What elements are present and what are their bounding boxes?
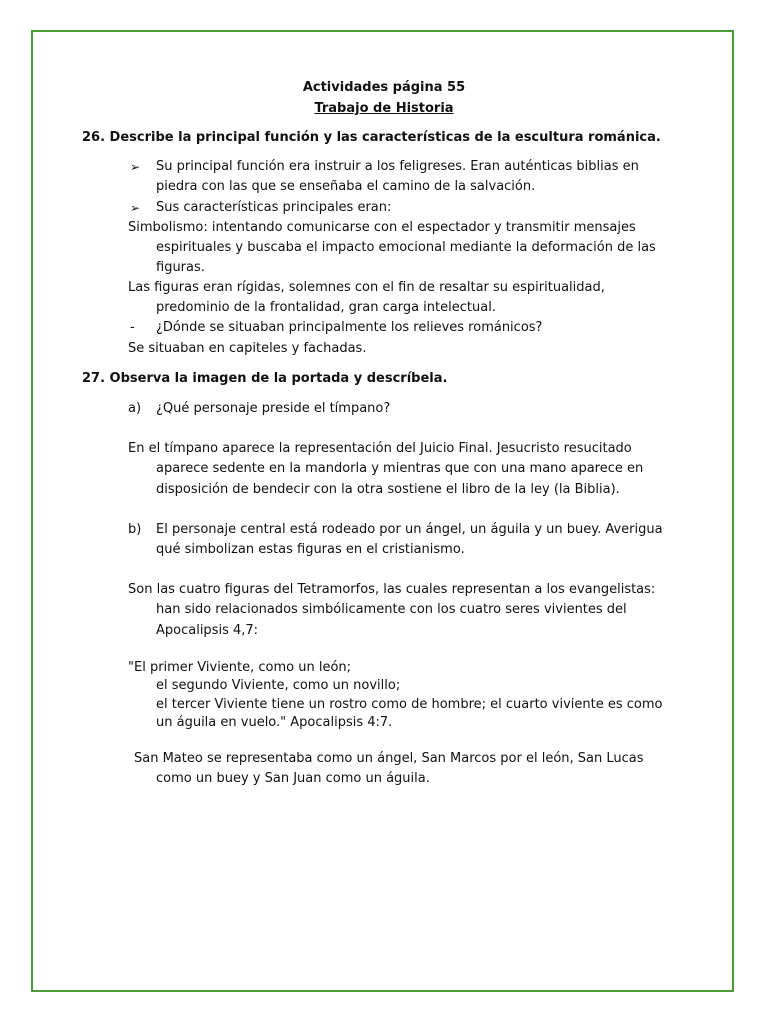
item-a-answer-line3: disposición de bendecir con la otra sostiene el libro de la ley (la Biblia). xyxy=(156,482,620,497)
item-b-question-line1: El personaje central está rodeado por un ángel, un águila y un buey. Averigua xyxy=(156,522,663,537)
q26-figuras-line2: predominio de la frontalidad, gran carga intelectual. xyxy=(156,300,496,315)
quote-line4: un águila en vuelo." Apocalipsis 4:7. xyxy=(156,715,393,730)
item-a-answer-line2: aparece sedente en la mandorla y mientras que con una mano aparece en xyxy=(156,461,644,476)
q26-figuras-line1: Las figuras eran rígidas, solemnes con el fin de resaltar su espiritualidad, xyxy=(128,280,605,295)
final-paragraph-line1: San Mateo se representaba como un ángel, San Marcos por el león, San Lucas xyxy=(134,751,644,766)
bullet-arrow-icon: ➢ xyxy=(130,160,141,174)
item-a-question: ¿Qué personaje preside el tímpano? xyxy=(156,401,391,416)
page-subtitle: Trabajo de Historia xyxy=(314,101,454,116)
quote-line3: el tercer Viviente tiene un rostro como de hombre; el cuarto viviente es como xyxy=(156,697,663,712)
quote-line2: el segundo Viviente, como un novillo; xyxy=(156,678,401,693)
q26-simbolismo-line3: figuras. xyxy=(156,260,205,275)
q26-sub-answer: Se situaban en capiteles y fachadas. xyxy=(128,341,367,356)
item-a-answer-line1: En el tímpano aparece la representación del Juicio Final. Jesucristo resucitado xyxy=(128,441,632,456)
item-b-marker: b) xyxy=(128,522,142,537)
dash-marker: - xyxy=(130,320,135,335)
bullet-arrow-icon: ➢ xyxy=(130,201,141,215)
q26-bullet2: Sus características principales eran: xyxy=(156,200,392,215)
question-26-heading: 26. Describe la principal función y las características de la escultura románica. xyxy=(82,130,661,145)
item-b-question-line2: qué simbolizan estas figuras en el cristianismo. xyxy=(156,542,465,557)
q26-sub-question: ¿Dónde se situaban principalmente los relieves románicos? xyxy=(156,320,543,335)
item-b-answer-line1: Son las cuatro figuras del Tetramorfos, las cuales representan a los evangelistas: xyxy=(128,582,656,597)
q26-simbolismo-line1: Simbolismo: intentando comunicarse con el espectador y transmitir mensajes xyxy=(128,220,636,235)
q26-bullet1-line1: Su principal función era instruir a los feligreses. Eran auténticas biblias en xyxy=(156,159,639,174)
quote-line1: "El primer Viviente, como un león; xyxy=(128,660,352,675)
item-b-answer-line3: Apocalipsis 4,7: xyxy=(156,623,259,638)
page-title: Actividades página 55 xyxy=(302,80,466,95)
item-b-answer-line2: han sido relacionados simbólicamente con los cuatro seres vivientes del xyxy=(156,602,627,617)
final-paragraph-line2: como un buey y San Juan como un águila. xyxy=(156,771,430,786)
q26-bullet1-line2: piedra con las que se enseñaba el camino de la salvación. xyxy=(156,179,536,194)
question-27-heading: 27. Observa la imagen de la portada y descríbela. xyxy=(82,371,448,386)
q26-simbolismo-line2: espirituales y buscaba el impacto emocional mediante la deformación de las xyxy=(156,240,656,255)
item-a-marker: a) xyxy=(128,401,142,416)
